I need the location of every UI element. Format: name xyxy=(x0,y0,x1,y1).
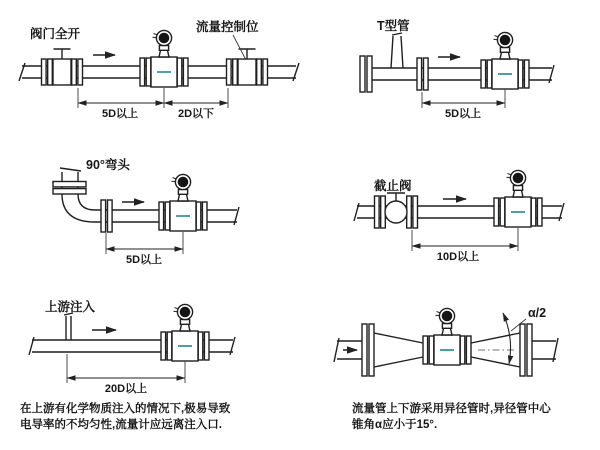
flow-meter-icon xyxy=(494,170,542,227)
label-valve-open: 阀门全开 xyxy=(30,27,81,41)
pipe-right xyxy=(532,341,556,359)
angle-arc xyxy=(503,313,511,364)
large-flange xyxy=(369,324,374,376)
flow-meter-icon xyxy=(481,32,529,89)
flow-meter-icon xyxy=(140,30,188,87)
diagram-t-pipe xyxy=(360,18,554,120)
dimension-label: 20D以上 xyxy=(104,383,148,395)
flow-meter-icon xyxy=(423,308,471,365)
label-stop-valve: 截止阀 xyxy=(374,179,412,193)
diagram-upstream-injection xyxy=(29,299,235,395)
pipe-break-top xyxy=(60,168,81,171)
leader-line xyxy=(233,35,246,60)
label-flow-control: 流量控制位 xyxy=(196,20,259,34)
elbow-flange xyxy=(53,189,86,194)
diagram-elbow-90 xyxy=(53,157,239,266)
large-flange xyxy=(520,324,525,376)
caption-injection-line1: 在上游有化学物质注入的情况下,极易导致 xyxy=(20,403,231,415)
label-injection: 上游注入 xyxy=(45,300,96,314)
dimension-label: 10D以上 xyxy=(436,251,480,263)
dimension-label: 5D以上 xyxy=(444,108,482,120)
caption-reducer-line1: 流量管上下游采用异径管时,异径管中心 xyxy=(352,403,551,415)
end-flange xyxy=(360,56,365,92)
branch-pipe xyxy=(391,33,403,68)
dimension-label: 2D以下 xyxy=(177,108,215,120)
large-flange xyxy=(362,324,367,376)
diagram-valve-full-open xyxy=(19,19,299,120)
flange xyxy=(108,200,113,232)
elbow-bend xyxy=(62,194,95,222)
flow-meter-icon xyxy=(159,174,207,231)
flange xyxy=(417,58,422,90)
reducer-cone-left xyxy=(374,333,423,367)
flange xyxy=(424,58,429,90)
large-flange xyxy=(527,324,532,376)
label-half-angle: α/2 xyxy=(528,306,547,320)
captions xyxy=(20,401,551,431)
caption-reducer-line2: 锥角α应小于15°. xyxy=(352,419,438,431)
stop-valve-icon xyxy=(375,193,418,228)
flow-meter-icon xyxy=(161,304,209,361)
dimension-label: 5D以上 xyxy=(125,254,163,266)
control-valve-icon xyxy=(227,49,268,85)
flange xyxy=(101,200,106,232)
end-flange xyxy=(367,56,372,92)
diagram-stop-valve xyxy=(354,170,564,263)
elbow-flange xyxy=(53,182,86,187)
label-t-pipe: T型管 xyxy=(377,19,410,33)
label-elbow: 90°弯头 xyxy=(86,158,130,172)
dimension-label: 5D以上 xyxy=(101,108,139,120)
injection-tube xyxy=(64,313,73,340)
caption-injection-line2: 电导率的不均匀性,流量计应远离注入口. xyxy=(20,419,222,431)
gate-valve-icon xyxy=(42,49,83,85)
diagram-reducer xyxy=(334,306,558,376)
